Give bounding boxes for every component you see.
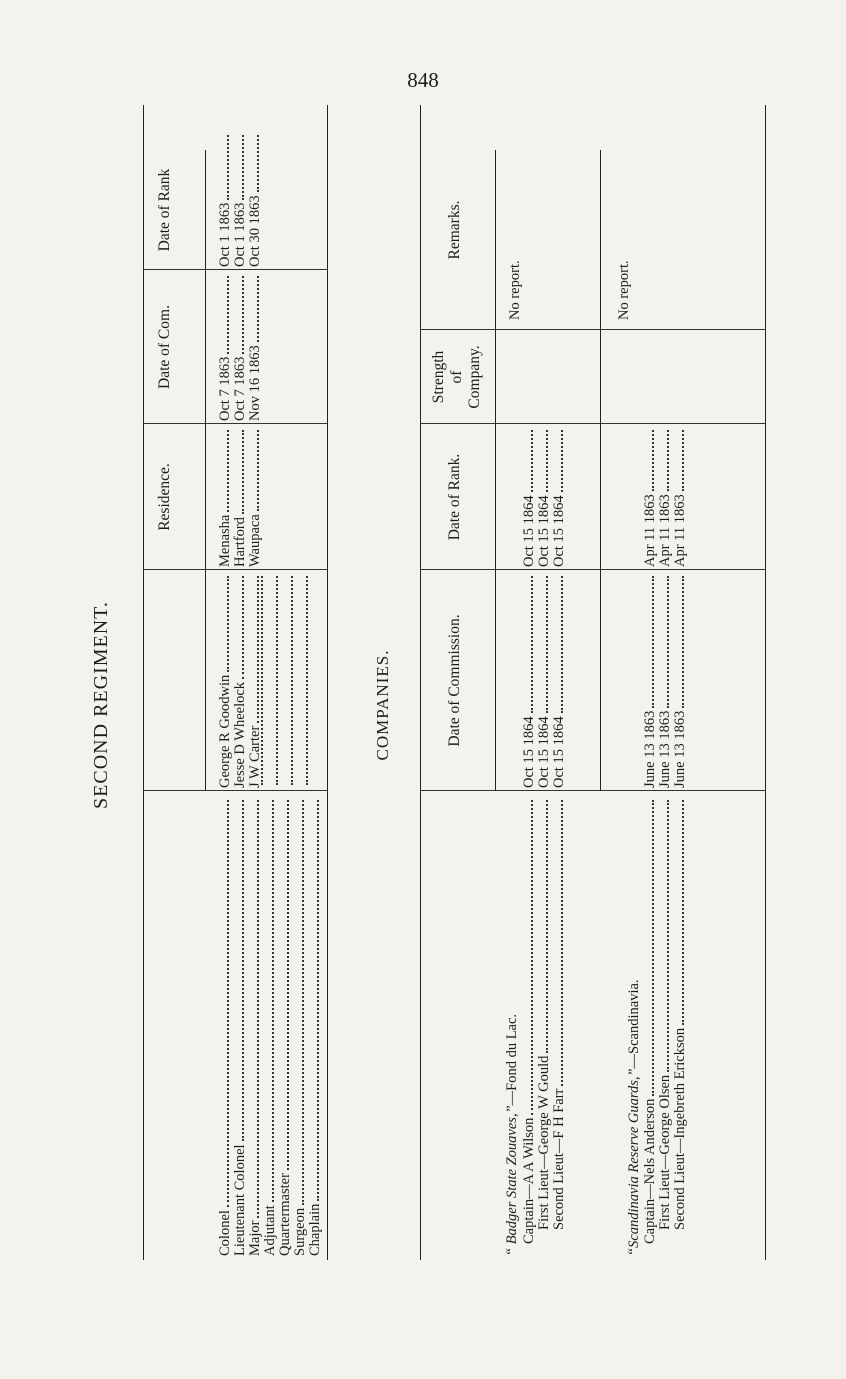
dot-leader (227, 276, 229, 354)
dot-leader (242, 430, 244, 514)
companies-col-divider (420, 790, 765, 791)
company-officer: Second Lieut—Ingebreth Erickson (672, 1027, 688, 1230)
date-commission: June 13 1863 (672, 710, 688, 788)
officer-title: Adjutant (262, 1205, 278, 1256)
date-com: Nov 16 1863 (247, 345, 263, 421)
company-place: —Fond du Lac. (504, 1013, 520, 1106)
officer-name: George R Goodwin (217, 674, 233, 788)
company-officer: Captain—Nels Anderson (642, 1098, 658, 1244)
dot-leader (306, 576, 308, 785)
dot-leader (667, 576, 669, 708)
dot-leader (561, 430, 563, 492)
officer-title: Chaplain (307, 1203, 323, 1256)
officer-title: Colonel (217, 1210, 233, 1256)
dot-leader (667, 430, 669, 491)
officer-title-cell (306, 796, 325, 1256)
dot-leader (546, 576, 548, 713)
date-commission: June 13 1863 (642, 710, 658, 788)
regiment-bottom-rule (327, 105, 328, 1260)
dot-leader (227, 800, 229, 1207)
dot-leader (291, 576, 293, 785)
companies-header-rule (495, 150, 496, 791)
company-date-rank: Apr 11 1863 (642, 494, 658, 567)
dot-leader (561, 576, 563, 713)
dot-leader (652, 430, 654, 491)
dot-leader (257, 276, 259, 342)
company-date-rank: Oct 15 1864 (551, 495, 567, 567)
officer-name-cell (276, 572, 282, 788)
officer-title: Quartermaster (277, 1173, 293, 1256)
companies-col-divider (420, 569, 765, 570)
date-com: Oct 7 1863 (232, 356, 248, 421)
header-date-rank: Date of Rank. (446, 453, 463, 541)
officer-name-cell (291, 572, 297, 788)
date-commission-cell (671, 572, 690, 788)
dot-leader (682, 800, 684, 1025)
dot-leader (531, 576, 533, 713)
date-commission: Oct 15 1864 (536, 716, 552, 788)
dot-leader (257, 576, 259, 723)
residence-cell (246, 426, 265, 567)
regiment-header-rule (205, 150, 206, 791)
company-name: “Scandinavia Reserve Guards,” (626, 1068, 642, 1256)
residence: Waupaca (247, 514, 263, 567)
date-rank: Oct 30 1863 (247, 195, 263, 267)
dot-leader (257, 430, 259, 511)
companies-col-divider (420, 423, 765, 424)
company-officer: First Lieut—George W Gould (536, 1055, 552, 1230)
remarks-text: No report. (616, 260, 632, 320)
dot-leader (242, 800, 244, 1141)
header-date-commission: Date of Commission. (446, 614, 463, 747)
company-officer-cell (671, 796, 690, 1230)
companies-bottom-rule (765, 105, 766, 1260)
header-date-com: Date of Com. (156, 305, 173, 389)
dot-leader (302, 800, 304, 1205)
dot-leader (682, 430, 684, 491)
dot-leader (242, 576, 244, 679)
dot-leader (667, 800, 669, 1072)
regiment-col-divider (143, 790, 327, 791)
company-officer-cell (550, 796, 569, 1230)
officer-title: Major (247, 1220, 263, 1256)
dot-leader (272, 800, 274, 1202)
dot-leader (242, 135, 244, 200)
officer-name-cell (261, 572, 267, 788)
dot-leader (242, 276, 244, 354)
date-commission: June 13 1863 (657, 710, 673, 788)
officer-name: Jesse D Wheelock (232, 681, 248, 788)
header-remarks: Remarks. (446, 200, 463, 260)
officer-title: Surgeon (292, 1207, 308, 1256)
date-commission: Oct 15 1864 (551, 716, 567, 788)
company-date-rank: Oct 15 1864 (536, 495, 552, 567)
regiment-top-rule (143, 105, 144, 1260)
company-remarks (615, 140, 634, 320)
dot-leader (227, 135, 229, 200)
company-date-rank-cell (550, 426, 569, 567)
dot-leader (546, 800, 548, 1053)
dot-leader (531, 800, 533, 1115)
remarks-text: No report. (507, 260, 523, 320)
officer-name: J W Carter (247, 725, 263, 788)
date-commission-cell (550, 572, 569, 788)
dot-leader (652, 800, 654, 1096)
date-rank: Oct 1 1863 (232, 202, 248, 267)
dot-leader (257, 800, 259, 1218)
company-place: —Scandinavia. (626, 979, 642, 1069)
companies-top-rule (420, 105, 421, 1260)
date-com: Oct 7 1863 (217, 356, 233, 421)
dot-leader (261, 576, 263, 785)
dot-leader (546, 430, 548, 492)
date-rank-cell (246, 131, 265, 267)
officer-name-cell (306, 572, 312, 788)
companies-title: COMPANIES. (373, 649, 392, 761)
header-date-rank: Date of Rank (156, 168, 173, 252)
page-number: 848 (407, 68, 439, 92)
company-officer: Second Lieut—F H Farr (551, 1088, 567, 1230)
header-strength: Strength of Company. (430, 345, 483, 409)
company-date-rank: Apr 11 1863 (672, 494, 688, 567)
dot-leader (531, 430, 533, 492)
companies-col-divider (420, 329, 765, 330)
dot-leader (561, 800, 563, 1086)
dot-leader (276, 576, 278, 785)
company-remarks (506, 140, 525, 320)
company-separator-rule (600, 150, 601, 791)
residence: Hartford (232, 517, 248, 567)
company-officer: Captain—A A Wilson (521, 1117, 537, 1244)
date-commission: Oct 15 1864 (521, 716, 537, 788)
date-rank: Oct 1 1863 (217, 202, 233, 267)
residence: Menasha (217, 514, 233, 567)
rotated-page-content (90, 110, 846, 1300)
dot-leader (317, 800, 319, 1201)
dot-leader (682, 576, 684, 708)
date-com-cell (246, 272, 265, 421)
dot-leader (652, 576, 654, 708)
header-residence: Residence. (156, 463, 173, 531)
company-date-rank: Oct 15 1864 (521, 495, 537, 567)
regiment-title: SECOND REGIMENT. (90, 601, 112, 809)
company-name: “ Badger State Zouaves,” (504, 1105, 520, 1256)
company-date-rank-cell (671, 426, 690, 567)
company-date-rank: Apr 11 1863 (657, 494, 673, 567)
dot-leader (227, 576, 229, 672)
dot-leader (287, 800, 289, 1170)
dot-leader (257, 135, 259, 192)
officer-title: Lieutenant Colonel (232, 1144, 248, 1256)
dot-leader (227, 430, 229, 512)
company-officer: First Lieut—George Olsen (657, 1074, 673, 1230)
